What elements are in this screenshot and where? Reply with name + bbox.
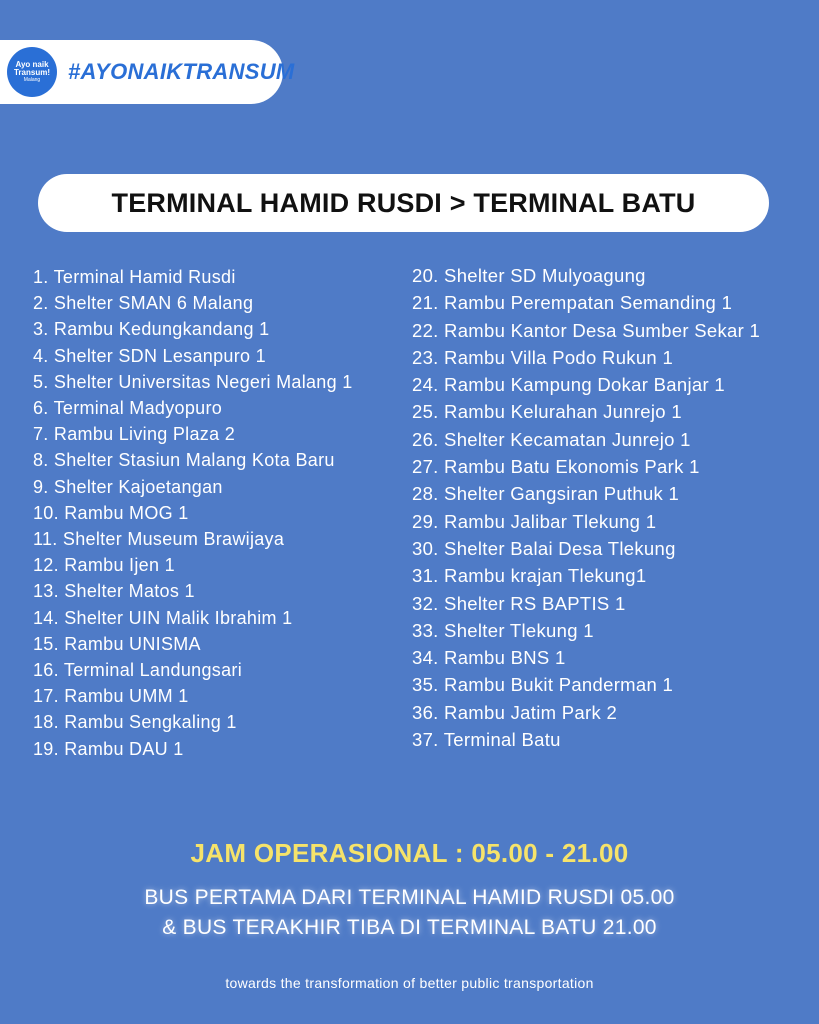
tagline: towards the transformation of better public transportation [225, 975, 594, 991]
last-bus-info: & BUS TERAKHIR TIBA DI TERMINAL BATU 21.00 [162, 916, 657, 939]
stop-item: 13. Shelter Matos 1 [33, 581, 195, 602]
stop-item: 23. Rambu Villa Podo Rukun 1 [412, 346, 674, 368]
stop-item: 18. Rambu Sengkaling 1 [33, 712, 237, 733]
stop-item: 21. Rambu Perempatan Semanding 1 [412, 292, 733, 314]
stop-item: 34. Rambu BNS 1 [412, 647, 566, 669]
stop-item: 17. Rambu UMM 1 [33, 686, 189, 707]
stop-item: 22. Rambu Kantor Desa Sumber Sekar 1 [412, 319, 761, 341]
stop-item: 5. Shelter Universitas Negeri Malang 1 [33, 371, 353, 392]
stop-item: 9. Shelter Kajoetangan [33, 476, 223, 497]
route-title: TERMINAL HAMID RUSDI > TERMINAL BATU [111, 187, 696, 218]
stop-item: 1. Terminal Hamid Rusdi [33, 267, 236, 287]
route-title-banner [38, 174, 769, 232]
stop-list-left [33, 264, 353, 762]
logo-line-3: Malang [23, 77, 41, 83]
stop-item: 20. Shelter SD Mulyoagung [412, 265, 646, 286]
schedule-info [0, 883, 819, 943]
stop-item: 3. Rambu Kedungkandang 1 [33, 319, 270, 340]
stop-item: 35. Rambu Bukit Panderman 1 [412, 674, 674, 696]
stop-item: 7. Rambu Living Plaza 2 [33, 424, 236, 445]
logo-line-1: Ayo naik [15, 60, 49, 69]
stop-item: 30. Shelter Balai Desa Tlekung [412, 537, 676, 559]
stop-item: 14. Shelter UIN Malik Ibrahim 1 [33, 607, 293, 628]
stop-item: 8. Shelter Stasiun Malang Kota Baru [33, 450, 335, 471]
stop-item: 36. Rambu Jatim Park 2 [412, 701, 618, 723]
operating-hours: JAM OPERASIONAL : 05.00 - 21.00 [190, 838, 629, 868]
stop-item: 2. Shelter SMAN 6 Malang [33, 293, 254, 314]
logo-line-2: Transum! [13, 68, 50, 77]
stop-item: 26. Shelter Kecamatan Junrejo 1 [412, 428, 691, 450]
stop-item: 10. Rambu MOG 1 [33, 502, 189, 523]
stop-item: 37. Terminal Batu [412, 729, 561, 751]
stop-item: 15. Rambu UNISMA [33, 633, 201, 654]
brand-badge [0, 40, 295, 104]
stop-item: 11. Shelter Museum Brawijaya [33, 529, 285, 550]
stop-item: 16. Terminal Landungsari [33, 660, 242, 681]
first-bus-info: BUS PERTAMA DARI TERMINAL HAMID RUSDI 05.00 [144, 886, 675, 909]
hashtag-label: #AYONAIKTRANSUM [68, 59, 295, 84]
stop-item: 28. Shelter Gangsiran Puthuk 1 [412, 483, 680, 505]
stop-item: 32. Shelter RS BAPTIS 1 [412, 592, 626, 614]
stop-item: 19. Rambu DAU 1 [33, 738, 184, 759]
stop-item: 24. Rambu Kampung Dokar Banjar 1 [412, 374, 725, 396]
stop-item: 12. Rambu Ijen 1 [33, 555, 175, 576]
stop-item: 29. Rambu Jalibar Tlekung 1 [412, 510, 657, 532]
stop-item: 33. Shelter Tlekung 1 [412, 619, 594, 641]
stop-item: 6. Terminal Madyopuro [33, 398, 223, 419]
stop-item: 4. Shelter SDN Lesanpuro 1 [33, 345, 266, 366]
stop-item: 27. Rambu Batu Ekonomis Park 1 [412, 456, 700, 478]
stop-item: 31. Rambu krajan Tlekung1 [412, 565, 647, 587]
ayo-naik-transum-logo [7, 47, 57, 97]
stop-list-right [412, 262, 760, 753]
stop-item: 25. Rambu Kelurahan Junrejo 1 [412, 401, 682, 423]
